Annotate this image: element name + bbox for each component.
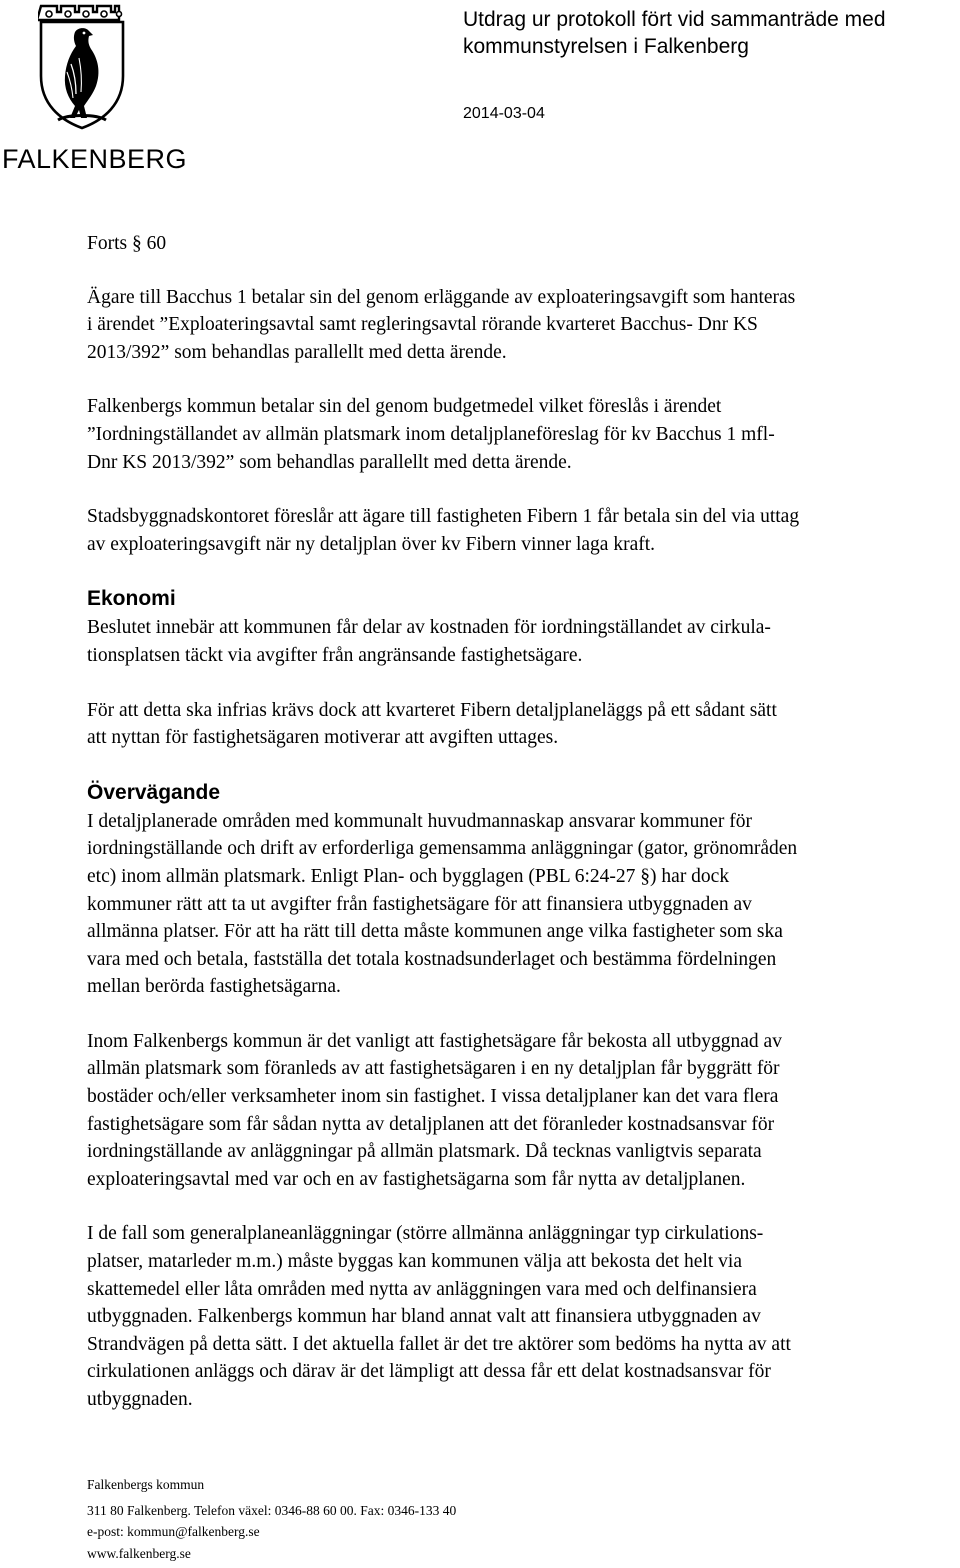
text-line: etc) inom allmän platsmark. Enligt Plan- och bygglagen (PBL 6:24-27 §) har dock — [87, 865, 730, 887]
paragraph — [87, 1028, 957, 1194]
page-footer — [87, 1474, 456, 1564]
text-line: utbyggnaden. — [87, 1389, 193, 1410]
title-line: kommunstyrelsen i Falkenberg — [463, 35, 749, 58]
text-line: ”Iordningställandet av allmän platsmark inom detaljplaneföreslag för kv Bacchus 1 mfl- — [87, 423, 775, 445]
text-line: utbyggnaden. Falkenbergs kommun har bland annat valt att finansiera utbyggnaden av — [87, 1306, 761, 1328]
footer-website: www.falkenberg.se — [87, 1545, 191, 1561]
footer-email: e-post: kommun@falkenberg.se — [87, 1524, 260, 1539]
text-line: vara med och betala, fastställa det totala kostnadsunderlaget och bestämma fördelningen — [87, 948, 777, 970]
text-line: För att detta ska infrias krävs dock att kvarteret Fibern detaljplaneläggs på ett sådant sätt — [87, 699, 777, 721]
text-line: att nyttan för fastighetsägaren motiverar att avgiften uttages. — [87, 727, 559, 749]
paragraph — [87, 503, 957, 558]
text-line: 2013/392” som behandlas parallellt med detta ärende. — [87, 341, 507, 363]
text-line: iordningställande av anläggningar på allmän platsmark. Då tecknas vanligtvis separata — [87, 1141, 762, 1163]
text-line: Dnr KS 2013/392” som behandlas parallellt med detta ärende. — [87, 451, 572, 473]
coat-of-arms-icon — [38, 2, 126, 130]
paragraph — [87, 393, 957, 476]
text-line: Falkenbergs kommun betalar sin del genom budgetmedel vilket föreslås i ärendet — [87, 396, 722, 418]
footer-address: 311 80 Falkenberg. Telefon växel: 0346-88 60 00. Fax: 0346-133 40 — [87, 1502, 457, 1518]
text-line: skattemedel eller låta områden med nytta av anläggningen vara med och delfinansiera — [87, 1278, 757, 1300]
text-line: platser, matarleder m.m.) måste byggas kan kommunen välja att bekosta det helt via — [87, 1251, 742, 1273]
paragraph — [87, 1220, 957, 1413]
footer-organization: Falkenbergs kommun — [87, 1477, 205, 1492]
text-line: bostäder och/eller verksamheter inom sin fastighet. I vissa detaljplaner kan det vara flera — [87, 1086, 779, 1108]
text-line: allmän platsmark som föranleds av att fastighetsägaren i en ny detaljplan får byggrätt för — [87, 1058, 780, 1080]
paragraph — [87, 808, 957, 1001]
heading-ekonomi: Ekonomi — [87, 587, 176, 611]
text-line: I detaljplanerade områden med kommunalt huvudmannaskap ansvarar kommuner för — [87, 810, 752, 832]
text-line: Inom Falkenbergs kommun är det vanligt att fastighetsägare får bekosta all utbyggnad av — [87, 1030, 782, 1052]
text-line: Ägare till Bacchus 1 betalar sin del genom erläggande av exploateringsavgift som hanteras — [87, 286, 796, 308]
text-line: kommuner rätt att ta ut avgifter från fastighetsägare för att finansiera utbyggnaden av — [87, 893, 752, 915]
paragraph — [87, 697, 957, 752]
text-line: mellan berörda fastighetsägarna. — [87, 976, 341, 998]
paragraph — [87, 284, 957, 367]
text-line: allmänna platser. För att ha rätt till detta måste kommunen ange vilka fastigheter som ska — [87, 921, 783, 943]
text-line: fastighetsägare som får sådan nytta av detaljplanen att det föranleder kostnadsansvar för — [87, 1113, 775, 1135]
text-line: Beslutet innebär att kommunen får delar av kostnaden för iordningställandet av cirkula- — [87, 617, 771, 639]
text-line: cirkulationen anläggs och därav är det lämpligt att dessa får ett delat kostnadsansvar för — [87, 1361, 771, 1383]
document-date: 2014-03-04 — [463, 105, 545, 122]
text-line: i ärendet ”Exploateringsavtal samt regleringsavtal rörande kvarteret Bacchus- Dnr KS — [87, 314, 758, 336]
document-body — [87, 230, 957, 1441]
section-reference: Forts § 60 — [87, 233, 167, 254]
text-line: Strandvägen på detta sätt. I det aktuella fallet är det tre aktörer som bedöms ha nytta av att — [87, 1333, 791, 1355]
text-line: av exploateringsavgift när ny detaljplan över kv Fibern vinner laga kraft. — [87, 533, 656, 555]
logo-wordmark: FALKENBERG — [2, 144, 188, 174]
title-line: Utdrag ur protokoll fört vid sammanträde med — [463, 8, 886, 31]
text-line: tionsplatsen täckt via avgifter från angränsande fastighetsägare. — [87, 644, 583, 666]
text-line: iordningställande och drift av erforderliga gemensamma anläggningar (gator, grönområden — [87, 838, 798, 860]
text-line: I de fall som generalplaneanläggningar (större allmänna anläggningar typ cirkulations- — [87, 1223, 764, 1245]
text-line: exploateringsavtal med var och en av fastighetsägarna som får nytta av detaljplanen. — [87, 1168, 746, 1190]
document-title — [463, 6, 953, 60]
text-line: Stadsbyggnadskontoret föreslår att ägare till fastigheten Fibern 1 får betala sin del via uttag — [87, 506, 800, 528]
municipality-logo — [0, 0, 188, 180]
heading-overvagande: Övervägande — [87, 780, 221, 804]
paragraph — [87, 614, 957, 669]
